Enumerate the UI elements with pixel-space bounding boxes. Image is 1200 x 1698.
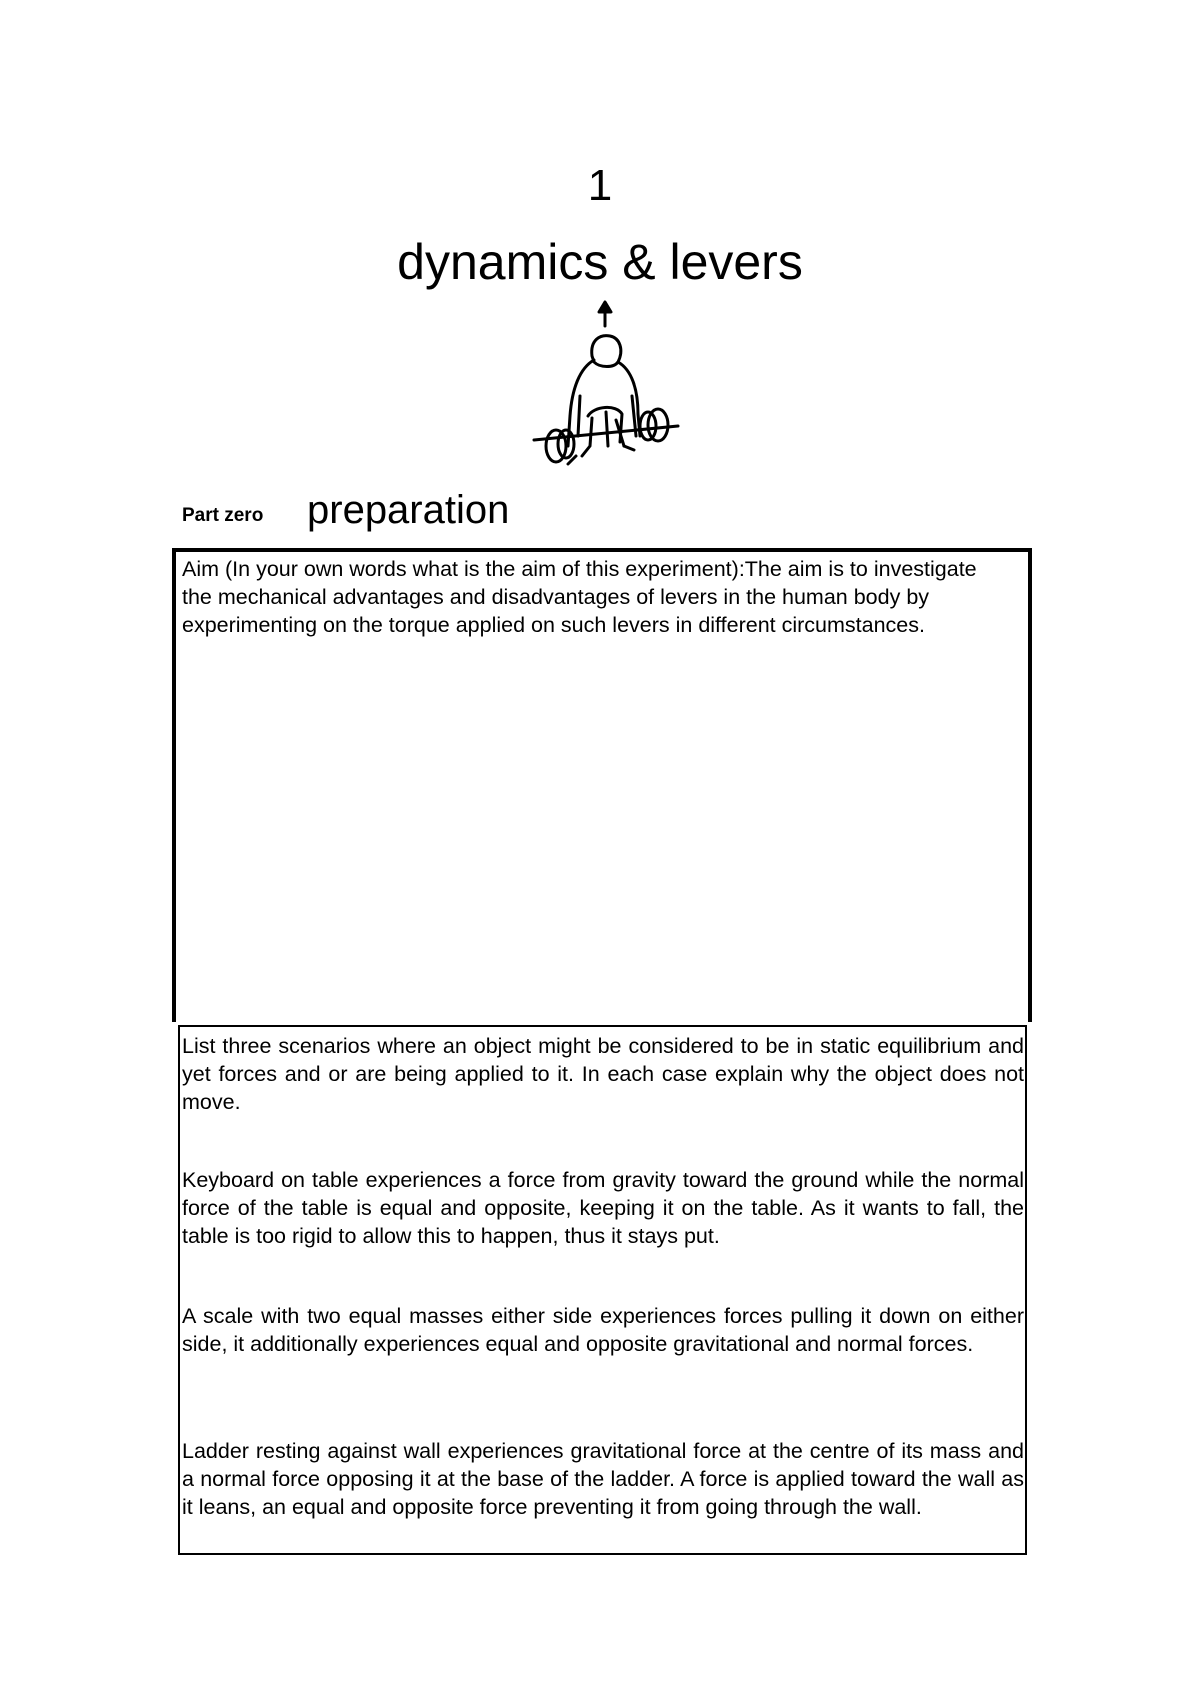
scenario-answer-2: A scale with two equal masses either side experiences forces pulling it down on either side, it additionally experiences equal and opposite gravitational and normal forces. xyxy=(182,1304,1024,1356)
scenario-answer-3: Ladder resting against wall experiences gravitational force at the centre of its mass and a normal force opposing it at the base of the ladder. A force is applied toward the wall as it leans, an equal and opposite force preventing it from going through the wall. xyxy=(182,1439,1024,1519)
aim-text: Aim (In your own words what is the aim of this experiment):The aim is to investigate the mechanical advantages and disadvantages of levers in the human body by experimenting on the torque applied on such levers in different circumstances. xyxy=(182,557,977,637)
part-title: preparation xyxy=(307,488,510,532)
part-label: Part zero xyxy=(182,505,264,526)
scenario-answer-1: Keyboard on table experiences a force from gravity toward the ground while the normal force of the table is equal and opposite, keeping it on the table. As it wants to fall, the table is too rigid to allow this to happen, thus it stays put. xyxy=(182,1168,1024,1248)
scenario-prompt: List three scenarios where an object might be considered to be in static equilibrium and yet forces and or are being applied to it. In each case explain why the object does not move. xyxy=(182,1034,1024,1114)
chapter-number: 1 xyxy=(587,161,613,210)
chapter-title: dynamics & levers xyxy=(397,234,803,290)
weightlifter-icon xyxy=(520,296,690,481)
